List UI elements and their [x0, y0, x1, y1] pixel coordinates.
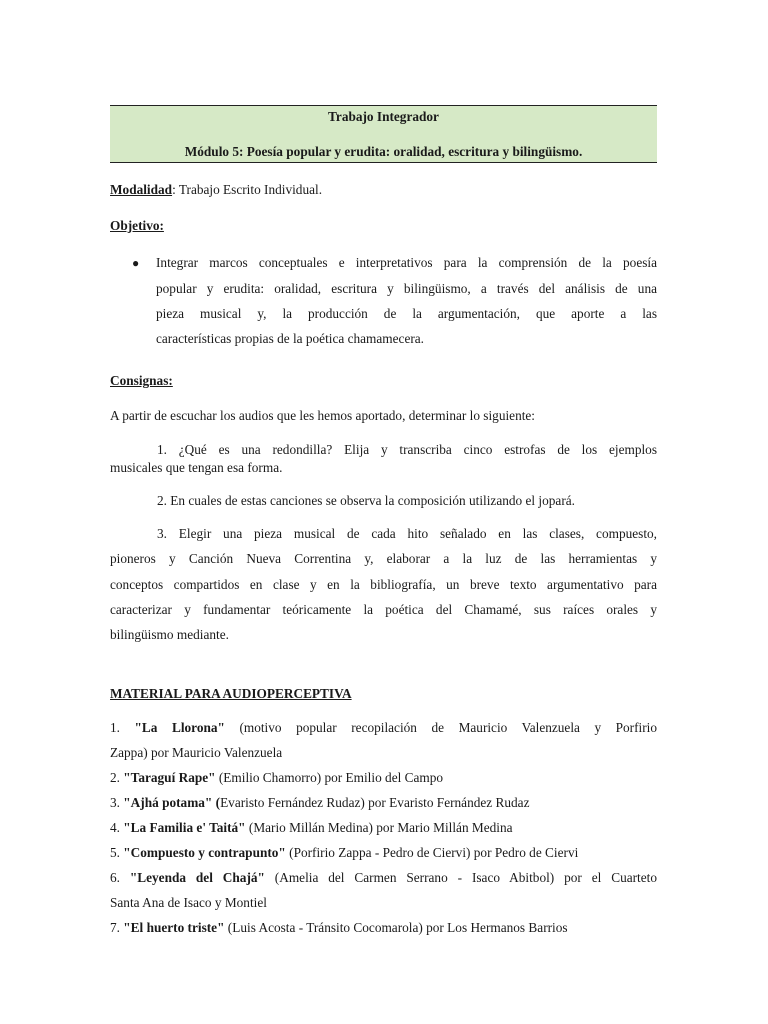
objetivo-heading: Objetivo: [110, 218, 164, 233]
material-item: 2. "Taraguí Rape" (Emilio Chamorro) por Emilio del Campo [110, 770, 444, 785]
consigna-item: 1. ¿Qué es una redondilla? Elija y transcriba cinco estrofas de los ejemplos [157, 442, 657, 457]
consigna-item-continued: musicales que tengan esa forma. [110, 460, 283, 475]
material-item-continued: Santa Ana de Isaco y Montiel [110, 895, 267, 910]
objetivo-line: características propias de la poética chamamecera. [156, 331, 424, 346]
material-item: 4. "La Familia e' Taitá" (Mario Millán Medina) por Mario Millán Medina [110, 820, 513, 835]
title-box [110, 105, 657, 163]
bullet-icon: ● [132, 256, 140, 270]
modalidad-line [110, 182, 657, 198]
material-item: 3. "Ajhá potama" (Evaristo Fernández Rudaz) por Evaristo Fernández Rudaz [110, 795, 530, 810]
consigna-item: 2. En cuales de estas canciones se observa la composición utilizando el jopará. [157, 493, 575, 508]
document-title: Trabajo Integrador [328, 109, 439, 124]
consigna-item-continued: conceptos compartidos en clase y en la bibliografía, un breve texto argumentativo para [110, 577, 657, 592]
consigna-item-continued: caracterizar y fundamentar teóricamente la poética del Chamamé, sus raíces orales y [110, 602, 657, 617]
module-title: Módulo 5: Poesía popular y erudita: oralidad, escritura y bilingüismo. [184, 144, 583, 159]
consignas-heading: Consignas: [110, 373, 173, 388]
consigna-item-continued: bilingüismo mediante. [110, 627, 229, 642]
objetivo-line: popular y erudita: oralidad, escritura y bilingüismo, a través del análisis de una [156, 281, 657, 296]
objetivo-line: Integrar marcos conceptuales e interpretativos para la comprensión de la poesía [156, 255, 657, 270]
material-heading: MATERIAL PARA AUDIOPERCEPTIVA [110, 686, 352, 701]
material-item: 1. "La Llorona" (motivo popular recopilación de Mauricio Valenzuela y Porfirio [110, 720, 658, 735]
material-item-continued: Zappa) por Mauricio Valenzuela [110, 745, 283, 760]
modalidad-value: : Trabajo Escrito Individual. [172, 182, 323, 197]
consignas-intro: A partir de escuchar los audios que les hemos aportado, determinar lo siguiente: [110, 408, 536, 423]
modalidad-label: Modalidad [110, 182, 173, 197]
consigna-item: 3. Elegir una pieza musical de cada hito señalado en las clases, compuesto, [157, 526, 657, 541]
consigna-item-continued: pioneros y Canción Nueva Correntina y, elaborar a la luz de las herramientas y [110, 551, 657, 566]
material-item: 6. "Leyenda del Chajá" (Amelia del Carmen Serrano - Isaco Abitbol) por el Cuarteto [110, 870, 658, 885]
material-item: 7. "El huerto triste" (Luis Acosta - Tránsito Cocomarola) por Los Hermanos Barrios [110, 920, 568, 935]
material-item: 5. "Compuesto y contrapunto" (Porfirio Zappa - Pedro de Ciervi) por Pedro de Ciervi [110, 845, 579, 860]
objetivo-line: pieza musical y, la producción de la argumentación, que aporte a las [156, 306, 657, 321]
